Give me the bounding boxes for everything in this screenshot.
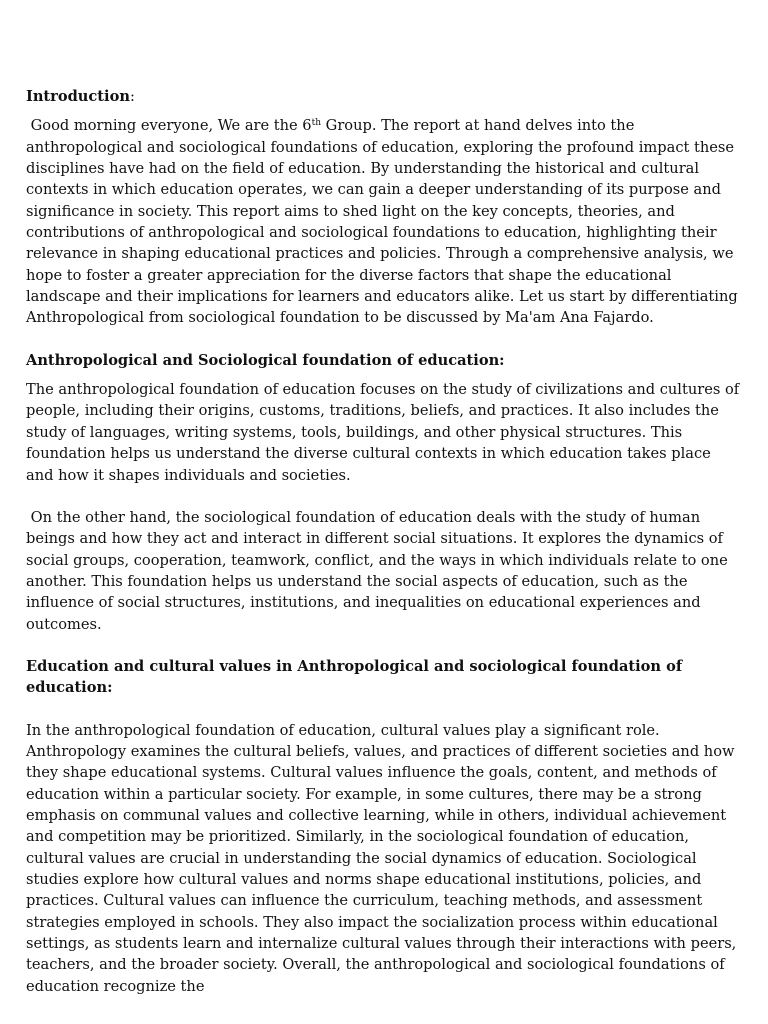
intro-heading-colon: : (129, 88, 135, 105)
section3-heading: Education and cultural values in Anthropological and sociological foundation of education: (26, 657, 683, 697)
spacer (26, 635, 742, 656)
intro-text-start: Good morning everyone, We are the 6 (26, 117, 312, 135)
intro-superscript: th (311, 118, 322, 129)
intro-heading-line (26, 86, 742, 107)
section2-paragraph-2: On the other hand, the sociological foundation of education deals with the study of human beings and how they act and interact in different social situations. It explores the dynamics of social groups, cooperation, teamwork, conflict, and the ways in which individuals relate to one another. This foundation helps us understand the social aspects of education, such as the influence of social structures, institutions, and inequalities on educational experiences and outcomes. (26, 508, 733, 633)
intro-paragraph (26, 115, 742, 328)
document-page (26, 86, 742, 997)
intro-text-rest: Group. The report at hand delves into the anthropological and sociological foundations of education, exploring the profound impact these disciplines have had on the field of education. By understanding the historical and cultural contexts in which education operates, we can gain a deeper understanding of its purpose and significance in society. This report aims to shed light on the key concepts, theories, and contributions of anthropological and sociological foundations to education, highlighting their relevance in shaping educational practices and policies. Through a comprehensive analysis, we hope to foster a greater appreciation for the diverse factors that shape the educational landscape and their implications for learners and educators alike. Let us start by differentiating Anthropological from sociological foundation to be discussed by Ma'am Ana Fajardo. (26, 117, 738, 327)
spacer (26, 329, 742, 350)
spacer (26, 486, 742, 507)
section2-heading: Anthropological and Sociological foundation of education: (26, 351, 505, 369)
section2-paragraph-1: The anthropological foundation of education focuses on the study of civilizations and cultures of people, including their origins, customs, traditions, beliefs, and practices. It also includes the study of languages, writing systems, tools, buildings, and other physical structures. This foundation helps us understand the diverse cultural contexts in which education takes place and how it shapes individuals and societies. (26, 381, 740, 484)
spacer (26, 107, 742, 115)
intro-heading: Introduction (26, 88, 130, 105)
section3-paragraph-1: In the anthropological foundation of education, cultural values play a significant role. Anthropology examines the cultural beliefs, values, and practices of different societies and how they shape educational systems. Cultural values influence the goals, content, and methods of education within a particular society. For example, in some cultures, there may be a strong emphasis on communal values and collective learning, while in others, individual achievement and competition may be prioritized. Similarly, in the sociological foundation of education, cultural values are crucial in understanding the social dynamics of education. Sociological studies explore how cultural values and norms shape educational institutions, policies, and practices. Cultural values can influence the curriculum, teaching methods, and assessment strategies employed in schools. They also impact the socialization process within educational settings, as students learn and internalize cultural values through their interactions with peers, teachers, and the broader society. Overall, the anthropological and sociological foundations of education recognize the (26, 721, 737, 995)
spacer (26, 699, 742, 720)
spacer (26, 371, 742, 379)
